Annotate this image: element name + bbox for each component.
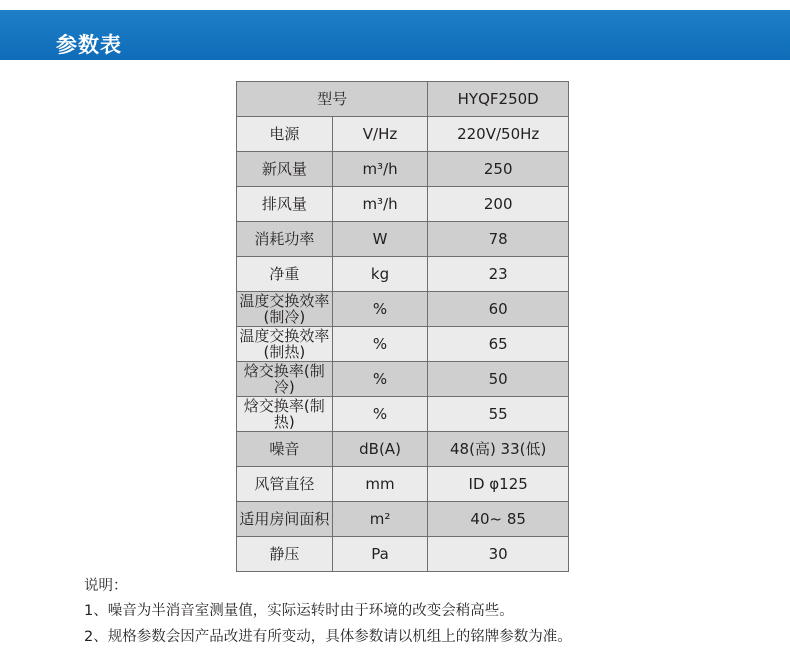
row-unit: %: [332, 362, 428, 397]
row-value: 30: [428, 537, 569, 572]
row-unit: %: [332, 327, 428, 362]
row-value: 65: [428, 327, 569, 362]
row-name: 新风量: [237, 152, 333, 187]
row-unit: %: [332, 292, 428, 327]
row-unit: m³/h: [332, 187, 428, 222]
row-name: 噪音: [237, 432, 333, 467]
table-row: [237, 187, 569, 222]
row-name: 排风量: [237, 187, 333, 222]
row-unit: Pa: [332, 537, 428, 572]
row-unit: m³/h: [332, 152, 428, 187]
row-value: 48(高) 33(低): [428, 432, 569, 467]
notes-line-2: 2、规格参数会因产品改进有所变动，具体参数请以机组上的铭牌参数为准。: [84, 628, 572, 645]
row-value: ID φ125: [428, 467, 569, 502]
row-value: 78: [428, 222, 569, 257]
notes-block: [84, 574, 572, 650]
row-value: 200: [428, 187, 569, 222]
notes-line-1: 1、噪音为半消音室测量值，实际运转时由于环境的改变会稍高些。: [84, 603, 514, 620]
table-row: [237, 467, 569, 502]
table-row: [237, 362, 569, 397]
table-header-model-label: 型号: [237, 82, 428, 117]
notes-title: 说明：: [84, 578, 128, 594]
row-value: 250: [428, 152, 569, 187]
section-header-bar: [0, 10, 790, 60]
row-value: 40~ 85: [428, 502, 569, 537]
row-name: 静压: [237, 537, 333, 572]
row-value: 60: [428, 292, 569, 327]
row-unit: m²: [332, 502, 428, 537]
row-value: 55: [428, 397, 569, 432]
row-unit: mm: [332, 467, 428, 502]
table-row: [237, 117, 569, 152]
table-header-row: [237, 82, 569, 117]
table-header-model-value: HYQF250D: [428, 82, 569, 117]
row-name: 温度交换效率(制热): [237, 327, 333, 362]
row-name: 适用房间面积: [237, 502, 333, 537]
row-name: 焓交换率(制热): [237, 397, 333, 432]
table-row: [237, 152, 569, 187]
row-value: 220V/50Hz: [428, 117, 569, 152]
row-name: 消耗功率: [237, 222, 333, 257]
table-row: [237, 257, 569, 292]
row-unit: dB(A): [332, 432, 428, 467]
specification-table: [236, 81, 569, 572]
row-unit: V/Hz: [332, 117, 428, 152]
row-name: 温度交换效率(制冷): [237, 292, 333, 327]
row-unit: %: [332, 397, 428, 432]
row-name: 焓交换率(制冷): [237, 362, 333, 397]
table-row: [237, 502, 569, 537]
table-row: [237, 537, 569, 572]
page-title: 参数表: [56, 33, 122, 57]
row-value: 23: [428, 257, 569, 292]
table-row: [237, 292, 569, 327]
row-name: 风管直径: [237, 467, 333, 502]
row-unit: W: [332, 222, 428, 257]
table-row: [237, 397, 569, 432]
table-row: [237, 432, 569, 467]
table-row: [237, 327, 569, 362]
row-name: 净重: [237, 257, 333, 292]
table-row: [237, 222, 569, 257]
row-value: 50: [428, 362, 569, 397]
row-name: 电源: [237, 117, 333, 152]
row-unit: kg: [332, 257, 428, 292]
